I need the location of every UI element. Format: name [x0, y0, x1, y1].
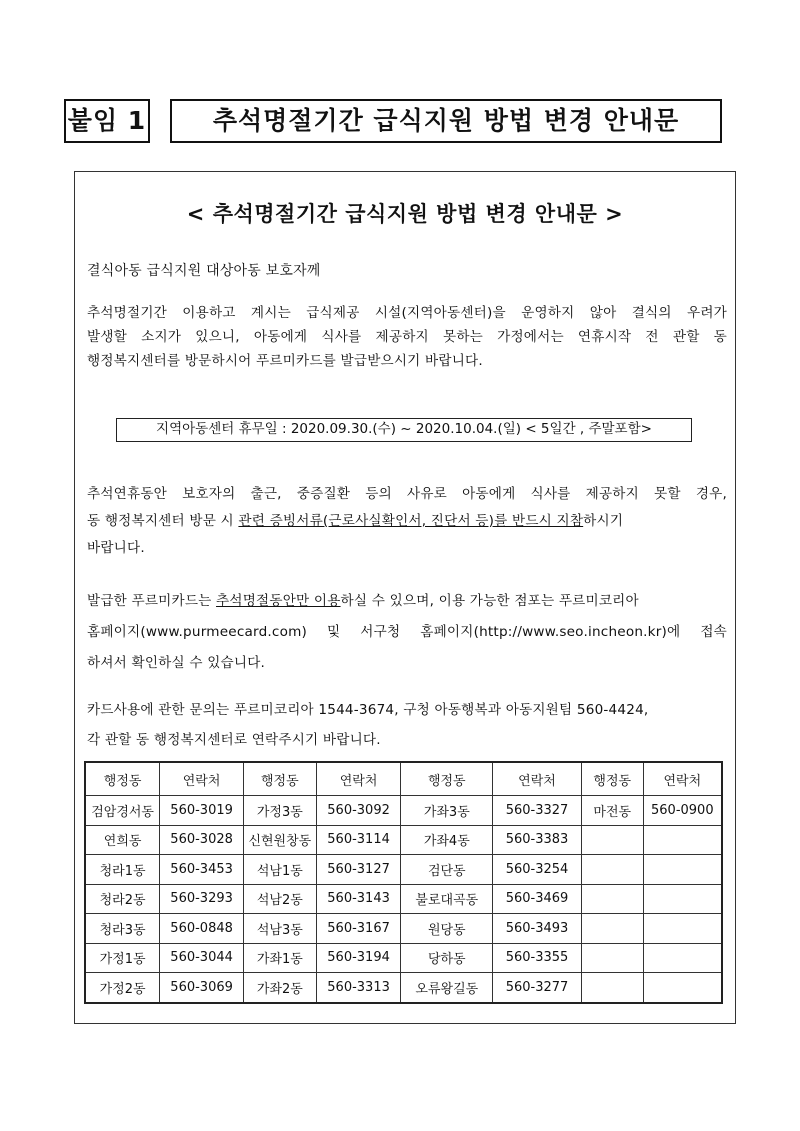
- table-cell: 560-3293: [160, 884, 244, 914]
- table-cell: [643, 943, 722, 973]
- header-phone: 연락처: [160, 762, 244, 796]
- table-cell: 560-3194: [316, 943, 401, 973]
- closure-period-box: 지역아동센터 휴무일 : 2020.09.30.(수) ~ 2020.10.04.(일) < 5일간 , 주말포함>: [116, 418, 692, 442]
- table-cell: 560-3167: [316, 914, 401, 944]
- paragraph-line: 발생할 소지가 있으니, 아동에게 식사를 제공하지 못하는 가정에서는 연휴시작 전 관할 동: [87, 329, 727, 345]
- header-district: 행정동: [85, 762, 160, 796]
- table-cell: 가정1동: [85, 943, 160, 973]
- table-cell: 가좌2동: [243, 973, 316, 1003]
- header-district: 행정동: [581, 762, 643, 796]
- table-cell: 가좌4동: [401, 825, 493, 855]
- text-segment: 동 행정복지센터 방문 시: [87, 513, 239, 529]
- table-cell: 검암경서동: [85, 796, 160, 826]
- underlined-text: 관련 증빙서류(근로사실확인서, 진단서 등)를 반드시 지참: [238, 513, 584, 529]
- table-cell: 560-3092: [316, 796, 401, 826]
- table-cell: [643, 855, 722, 885]
- paragraph-line: 추석명절기간 이용하고 계시는 급식제공 시설(지역아동센터)을 운영하지 않아 결식의 우려가: [87, 305, 727, 321]
- table-cell: 당하동: [401, 943, 493, 973]
- paragraph-line: [87, 590, 727, 621]
- table-cell: [581, 825, 643, 855]
- table-cell: [643, 884, 722, 914]
- table-cell: 청라3동: [85, 914, 160, 944]
- paragraph-inquiries: [87, 699, 727, 759]
- paragraph-line: 행정복지센터를 방문하시어 푸르미카드를 발급받으시기 바랍니다.: [87, 353, 483, 369]
- table-row: [85, 884, 722, 914]
- table-cell: 청라2동: [85, 884, 160, 914]
- table-cell: 560-3453: [160, 855, 244, 885]
- paragraph-required-documents: [87, 483, 727, 564]
- notice-title: < 추석명절기간 급식지원 방법 변경 안내문 >: [186, 202, 624, 226]
- table-row: [85, 796, 722, 826]
- table-cell: 560-3493: [493, 914, 582, 944]
- table-cell: [643, 914, 722, 944]
- table-cell: 연희동: [85, 825, 160, 855]
- document-title: 추석명절기간 급식지원 방법 변경 안내문: [170, 99, 722, 143]
- table-cell: [581, 855, 643, 885]
- paragraph-line: 홈페이지(www.purmeecard.com) 및 서구청 홈페이지(http://www.seo.incheon.kr)에 접속: [87, 624, 727, 640]
- table-cell: 원당동: [401, 914, 493, 944]
- table-row: [85, 914, 722, 944]
- table-cell: 석남1동: [243, 855, 316, 885]
- paragraph-line: [87, 510, 727, 537]
- paragraph-line: 각 관할 동 행정복지센터로 연락주시기 바랍니다.: [87, 732, 381, 748]
- table-row: [85, 973, 722, 1003]
- paragraph-line: 바랍니다.: [87, 540, 145, 556]
- table-cell: [581, 943, 643, 973]
- table-cell: 가정2동: [85, 973, 160, 1003]
- table-cell: 560-3143: [316, 884, 401, 914]
- table-cell: 석남2동: [243, 884, 316, 914]
- underlined-text: 추석명절동안만 이용: [216, 593, 341, 609]
- table-cell: 560-3383: [493, 825, 582, 855]
- table-cell: 560-0900: [643, 796, 722, 826]
- table-cell: 가좌3동: [401, 796, 493, 826]
- text-segment: 하실 수 있으며, 이용 가능한 점포는 푸르미코리아: [340, 593, 639, 609]
- table-row: [85, 825, 722, 855]
- table-cell: 560-3277: [493, 973, 582, 1003]
- attachment-label: 붙임 1: [64, 99, 150, 143]
- paragraph-line: 추석연휴동안 보호자의 출근, 중증질환 등의 사유로 아동에게 식사를 제공하지 못할 경우,: [87, 486, 727, 502]
- paragraph-line: 카드사용에 관한 문의는 푸르미코리아 1544-3674, 구청 아동행복과 아동지원팀 560-4424,: [87, 702, 649, 718]
- table-row: [85, 943, 722, 973]
- table-cell: [581, 884, 643, 914]
- table-cell: 560-3355: [493, 943, 582, 973]
- table-cell: 560-3254: [493, 855, 582, 885]
- table-cell: 검단동: [401, 855, 493, 885]
- paragraph-card-usage: [87, 590, 727, 683]
- table-cell: 560-3019: [160, 796, 244, 826]
- table-cell: 마전동: [581, 796, 643, 826]
- table-cell: 불로대곡동: [401, 884, 493, 914]
- table-cell: 560-3469: [493, 884, 582, 914]
- header-phone: 연락처: [493, 762, 582, 796]
- table-cell: 560-0848: [160, 914, 244, 944]
- table-cell: 청라1동: [85, 855, 160, 885]
- text-segment: 하시기: [583, 513, 624, 529]
- table-cell: 560-3313: [316, 973, 401, 1003]
- contacts-table-header: [85, 762, 722, 796]
- table-cell: [581, 914, 643, 944]
- table-cell: 가좌1동: [243, 943, 316, 973]
- table-cell: [643, 825, 722, 855]
- contacts-table: [84, 761, 723, 1004]
- header-phone: 연락처: [316, 762, 401, 796]
- table-cell: 560-3114: [316, 825, 401, 855]
- paragraph-card-issuance: [87, 302, 727, 374]
- greeting: 결식아동 급식지원 대상아동 보호자께: [87, 263, 321, 279]
- table-cell: 560-3127: [316, 855, 401, 885]
- table-cell: [581, 973, 643, 1003]
- table-cell: 석남3동: [243, 914, 316, 944]
- table-row: [85, 855, 722, 885]
- table-cell: 신현원창동: [243, 825, 316, 855]
- header-district: 행정동: [243, 762, 316, 796]
- table-cell: 560-3028: [160, 825, 244, 855]
- table-cell: 560-3044: [160, 943, 244, 973]
- text-segment: 발급한 푸르미카드는: [87, 593, 217, 609]
- paragraph-line: 하셔서 확인하실 수 있습니다.: [87, 655, 266, 671]
- table-cell: 560-3327: [493, 796, 582, 826]
- header-phone: 연락처: [643, 762, 722, 796]
- table-cell: 가정3동: [243, 796, 316, 826]
- table-cell: 560-3069: [160, 973, 244, 1003]
- table-cell: 오류왕길동: [401, 973, 493, 1003]
- header-district: 행정동: [401, 762, 493, 796]
- table-cell: [643, 973, 722, 1003]
